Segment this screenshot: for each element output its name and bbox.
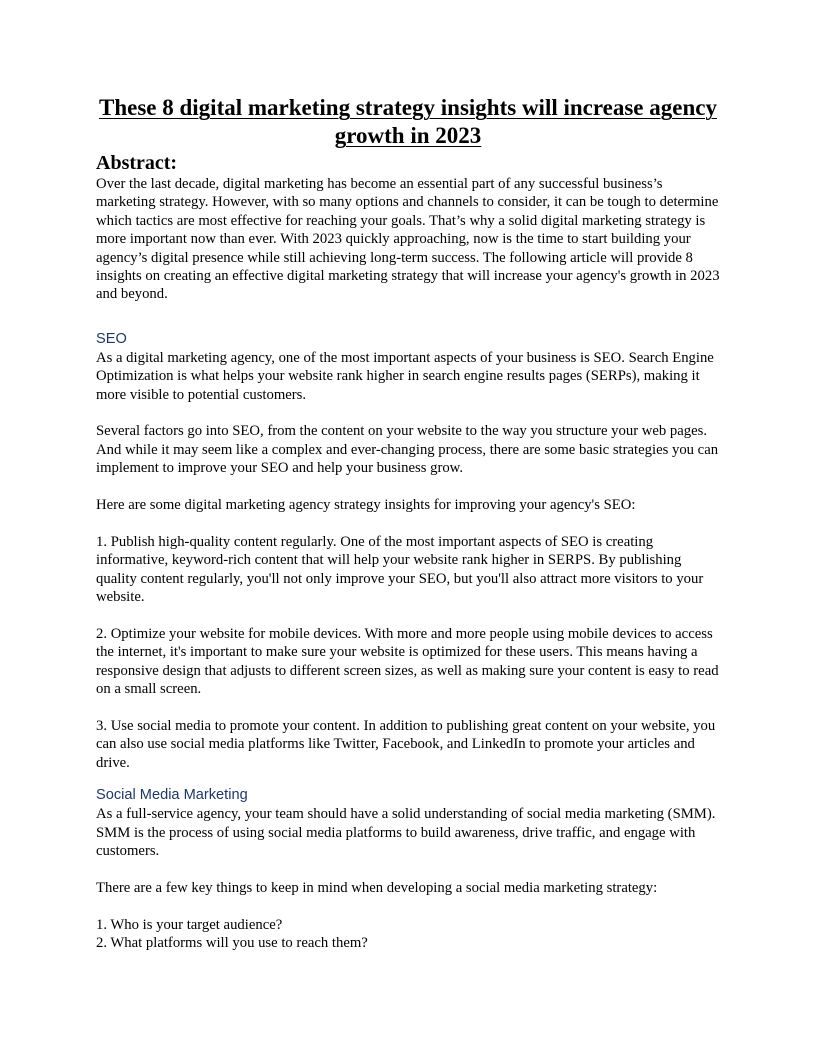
seo-paragraph: Here are some digital marketing agency strategy insights for improving your agency's SEO: xyxy=(96,497,636,514)
document-page xyxy=(96,94,720,952)
seo-heading: SEO xyxy=(96,330,127,347)
smm-heading: Social Media Marketing xyxy=(96,787,248,804)
smm-paragraph: There are a few key things to keep in mind when developing a social media marketing strategy: xyxy=(96,879,658,896)
seo-paragraph: As a digital marketing agency, one of the most important aspects of your business is SEO. Search Engine Optimization is what helps your website rank higher in search engine results pages (SERPs), making it more visible to potential customers. xyxy=(96,349,714,403)
abstract-heading: Abstract: xyxy=(96,152,178,174)
seo-paragraph: Several factors go into SEO, from the content on your website to the way you structure your web pages. And while it may seem like a complex and ever-changing process, there are some basic strategies you can implement to improve your SEO and help your business grow. xyxy=(96,423,719,477)
seo-insight: 1. Publish high-quality content regularly. One of the most important aspects of SEO is creating informative, keyword-rich content that will help your website rank higher in SERPS. By publishing quality content regularly, you'll not only improve your SEO, but you'll also attract more visitors to your website. xyxy=(96,533,704,606)
seo-insight: 3. Use social media to promote your content. In addition to publishing great content on your website, you can also use social media platforms like Twitter, Facebook, and LinkedIn to promote your articles and drive. xyxy=(96,717,716,771)
abstract-text: Over the last decade, digital marketing has become an essential part of any successful business’s marketing strategy. However, with so many options and channels to consider, it can be tough to determine which tactics are most effective for reaching your goals. That’s why a solid digital marketing strategy is more important now than ever. With 2023 quickly approaching, now is the time to start building your agency’s digital presence while still achieving long-term success. The following article will provide 8 insights on creating an effective digital marketing strategy that will increase your agency's growth in 2023 and beyond. xyxy=(96,176,720,303)
seo-insight: 2. Optimize your website for mobile devices. With more and more people using mobile devices to access the internet, it's important to make sure your website is optimized for these users. This means having a responsive design that adjusts to different screen sizes, as well as making sure your content is easy to read on a small screen. xyxy=(96,625,719,698)
smm-paragraph: As a full-service agency, your team should have a solid understanding of social media marketing (SMM). SMM is the process of using social media platforms to build awareness, drive traffic, and engage with customers. xyxy=(96,806,716,859)
smm-list-item: 1. Who is your target audience? xyxy=(96,916,283,933)
document-title: These 8 digital marketing strategy insights will increase agency growth in 2023 xyxy=(99,95,717,148)
smm-list-item: 2. What platforms will you use to reach them? xyxy=(96,934,368,951)
